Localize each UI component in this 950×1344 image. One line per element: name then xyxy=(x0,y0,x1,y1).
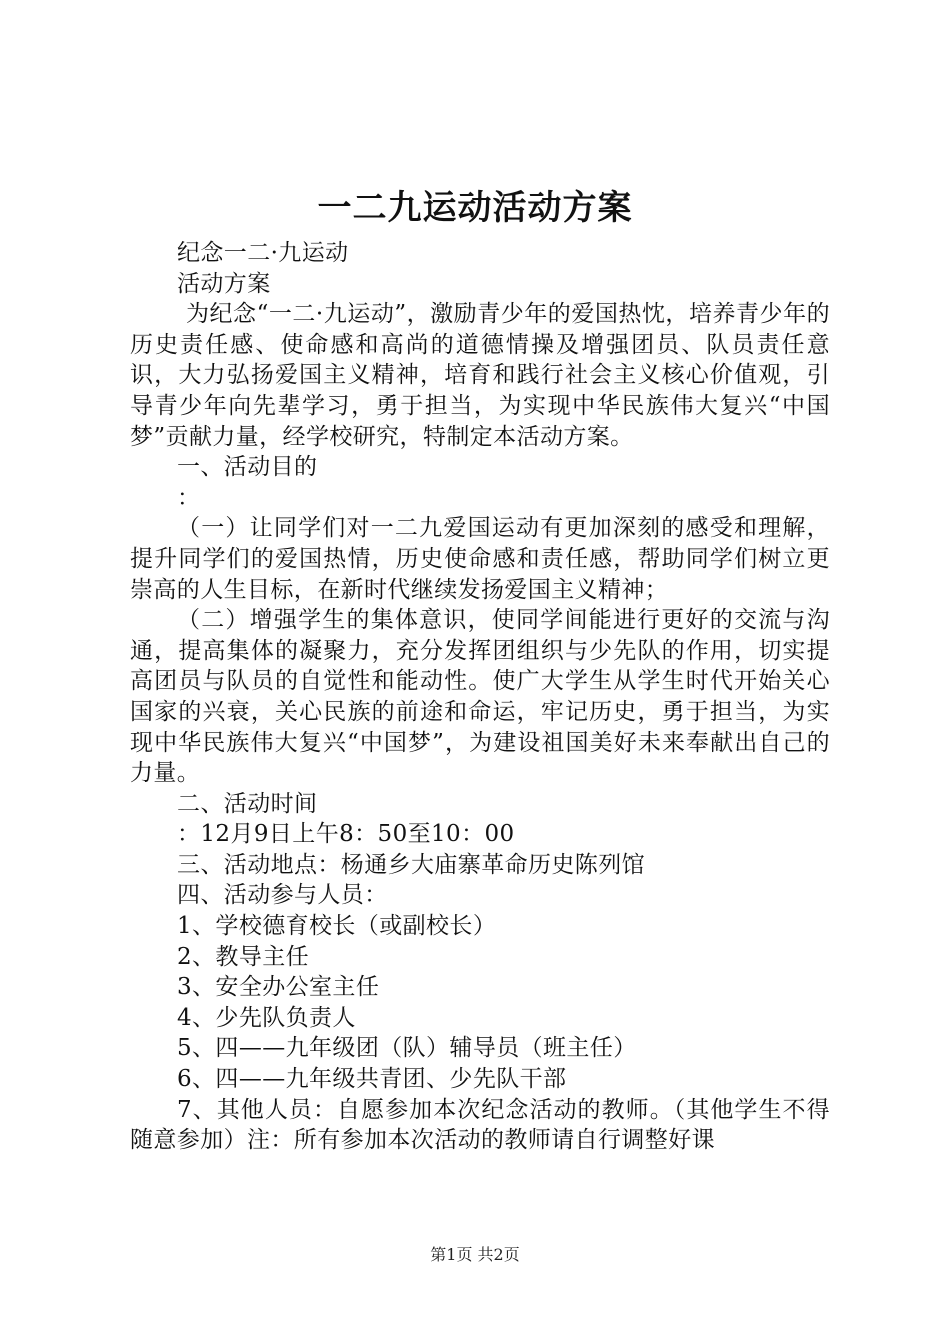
document-paragraph: 二、活动时间 xyxy=(177,790,318,817)
document-paragraph: ：12月9日上午8：50至10：00 xyxy=(177,821,515,848)
document-paragraph: （一）让同学们对一二九爱国运动有更加深刻的感受和理解，提升同学们的爱国热情，历史使命感和责任感，帮助同学们树立更崇高的人生目标，在新时代继续发扬爱国主义精神； xyxy=(130,515,830,603)
document-paragraph: 四、活动参与人员： xyxy=(177,882,388,909)
document-paragraph: 6、四——九年级共青团、少先队干部 xyxy=(177,1066,567,1093)
document-paragraph: 1、学校德育校长（或副校长） xyxy=(177,913,497,940)
document-paragraph: 活动方案 xyxy=(177,270,271,297)
document-paragraph: 3、安全办公室主任 xyxy=(177,974,380,1001)
document-paragraph: 5、四——九年级团（队）辅导员（班主任） xyxy=(177,1035,637,1062)
document-body xyxy=(130,238,830,1156)
document-paragraph: 4、少先队负责人 xyxy=(177,1004,356,1031)
document-paragraph: 三、活动地点：杨通乡大庙寨革命历史陈列馆 xyxy=(177,851,645,878)
document-paragraph: 纪念一二·九运动 xyxy=(177,240,349,266)
document-paragraph: 7、其他人员：自愿参加本次纪念活动的教师。（其他学生不得随意参加）注：所有参加本次活动的教师请自行调整好课 xyxy=(130,1096,830,1154)
document-paragraph: ： xyxy=(177,484,201,511)
document-title: 一二九运动活动方案 xyxy=(317,188,633,228)
document-paragraph: （二）增强学生的集体意识，使同学间能进行更好的交流与沟通，提高集体的凝聚力，充分发挥团组织与少先队的作用，切实提高团员与队员的自觉性和能动性。使广大学生从学生时代开始关心国家的兴衰，关心民族的前途和命运，牢记历史，勇于担当，为实现中华民族伟大复兴“中国梦”，为建设祖国美好未来奉献出自己的力量。 xyxy=(130,607,830,787)
document-paragraph: 一、活动目的 xyxy=(177,454,318,481)
document-paragraph: 为纪念“一二·九运动”，激励青少年的爱国热忱，培养青少年的历史责任感、使命感和高尚的道德情操及增强团员、队员责任意识，大力弘扬爱国主义精神，培育和践行社会主义核心价值观，引导青少年向先辈学习，勇于担当，为实现中华民族伟大复兴“中国梦”贡献力量，经学校研究，特制定本活动方案。 xyxy=(130,301,830,450)
document-paragraph: 2、教导主任 xyxy=(177,943,310,970)
page-footer: 第1页 共2页 xyxy=(430,1245,520,1264)
